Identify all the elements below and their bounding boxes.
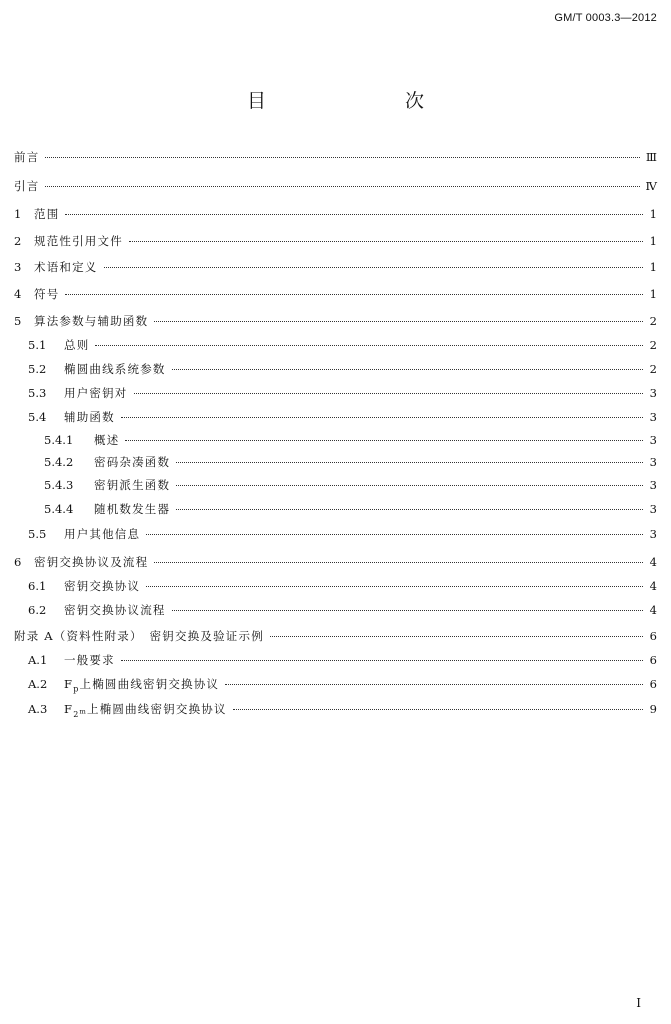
table-of-contents (14, 149, 657, 719)
toc-entry-number: 5.4.2 (44, 455, 74, 469)
toc-entry-number: 5.4.3 (44, 478, 74, 492)
toc-entry[interactable] (14, 178, 657, 194)
toc-entry-label: 符号 (34, 287, 60, 301)
toc-leader-dots (121, 660, 643, 661)
toc-entry[interactable] (14, 628, 657, 644)
toc-entry-label: 用户其他信息 (64, 527, 141, 541)
toc-entry-number: 5.4.1 (44, 433, 74, 447)
toc-entry-label: 术语和定义 (34, 260, 98, 274)
toc-entry-label: 总则 (64, 338, 90, 352)
toc-entry-number: 5.2 (28, 362, 47, 376)
toc-entry[interactable] (14, 286, 657, 302)
toc-leader-dots (172, 610, 643, 611)
toc-entry-number: 6 (14, 555, 22, 569)
toc-entry-label: 概述 (94, 433, 120, 447)
toc-entry-page: 4 (649, 555, 657, 569)
toc-entry[interactable] (14, 385, 657, 401)
toc-entry-label: 随机数发生器 (94, 502, 171, 516)
toc-entry-number: A.3 (28, 702, 48, 717)
toc-leader-dots (176, 509, 643, 510)
toc-leader-dots (104, 267, 644, 268)
toc-leader-dots (129, 241, 643, 242)
toc-entry-page: 6 (649, 677, 657, 691)
toc-entry-page: 2 (649, 314, 657, 328)
toc-leader-dots (172, 369, 643, 370)
toc-leader-dots (125, 440, 643, 441)
toc-entry-label: 前言 (14, 150, 40, 164)
toc-entry-label: 算法参数与辅助函数 (34, 314, 149, 328)
toc-entry[interactable] (14, 701, 657, 718)
toc-entry-label: 密钥交换协议流程 (64, 603, 166, 617)
toc-entry[interactable] (14, 676, 657, 693)
toc-leader-dots (134, 393, 644, 394)
toc-entry[interactable] (14, 206, 657, 222)
toc-leader-dots (176, 485, 643, 486)
toc-entry[interactable] (14, 602, 657, 618)
toc-entry-page: 1 (649, 234, 657, 248)
toc-entry-label: 规范性引用文件 (34, 234, 123, 248)
toc-entry-label: $F_{2^m}$上椭圆曲线密钥交换协议 (64, 702, 227, 719)
toc-entry-label: 密钥派生函数 (94, 478, 171, 492)
toc-entry-label: 椭圆曲线系统参数 (64, 362, 166, 376)
toc-entry[interactable] (14, 233, 657, 249)
toc-leader-dots (146, 534, 643, 535)
toc-entry-page: 3 (649, 478, 657, 492)
toc-leader-dots (146, 586, 643, 587)
toc-entry[interactable] (14, 409, 657, 425)
page-number: I (636, 996, 641, 1010)
toc-entry-page: 4 (649, 603, 657, 617)
toc-leader-dots (45, 186, 639, 187)
toc-entry[interactable] (14, 149, 657, 165)
toc-entry-label: 密钥交换协议 (64, 579, 141, 593)
toc-leader-dots (121, 417, 643, 418)
toc-entry-number: 6.1 (28, 579, 47, 593)
toc-entry-label: 密钥交换协议及流程 (34, 555, 149, 569)
toc-entry-number: 5.4 (28, 410, 47, 424)
toc-entry-page: 3 (649, 386, 657, 400)
toc-entry-label: 一般要求 (64, 653, 115, 667)
toc-entry-label: $F_p$上椭圆曲线密钥交换协议 (64, 677, 220, 694)
toc-entry-page: 1 (649, 207, 657, 221)
toc-leader-dots (270, 636, 643, 637)
toc-entry[interactable] (14, 501, 657, 517)
toc-entry[interactable] (14, 578, 657, 594)
toc-entry-page: 1 (649, 260, 657, 274)
toc-entry-label: 辅助函数 (64, 410, 115, 424)
toc-leader-dots (154, 321, 643, 322)
toc-entry-label: 附录 A（资料性附录） 密钥交换及验证示例 (14, 629, 264, 643)
toc-entry[interactable] (14, 554, 657, 570)
standard-code: GM/T 0003.3—2012 (554, 12, 657, 24)
toc-entry-page: 4 (649, 579, 657, 593)
toc-entry-number: 5 (14, 314, 22, 328)
toc-leader-dots (225, 684, 643, 685)
toc-entry[interactable] (14, 259, 657, 275)
toc-leader-dots (176, 462, 643, 463)
toc-entry-page: Ⅳ (645, 179, 657, 193)
toc-entry-page: 3 (649, 410, 657, 424)
toc-leader-dots (154, 562, 643, 563)
page-title: 目 次 (246, 90, 484, 112)
toc-entry-number: 5.5 (28, 527, 47, 541)
toc-entry-number: 3 (14, 260, 22, 274)
toc-entry[interactable] (14, 337, 657, 353)
toc-entry-number: 1 (14, 207, 22, 221)
toc-entry-page: Ⅲ (645, 150, 657, 164)
toc-entry-number: 5.4.4 (44, 502, 74, 516)
toc-entry-page: 3 (649, 433, 657, 447)
toc-entry-page: 1 (649, 287, 657, 301)
toc-entry[interactable] (14, 477, 657, 493)
toc-entry-number: 5.1 (28, 338, 47, 352)
toc-entry-page: 9 (649, 702, 657, 717)
toc-entry[interactable] (14, 454, 657, 470)
toc-leader-dots (233, 709, 643, 710)
toc-entry-label: 引言 (14, 179, 40, 193)
toc-entry[interactable] (14, 526, 657, 542)
toc-leader-dots (65, 294, 643, 295)
toc-entry-label: 密码杂凑函数 (94, 455, 171, 469)
toc-entry-page: 6 (649, 629, 657, 643)
toc-entry-page: 2 (649, 338, 657, 352)
toc-entry-page: 3 (649, 502, 657, 516)
toc-leader-dots (65, 214, 643, 215)
toc-entry-number: A.1 (28, 653, 48, 667)
toc-entry[interactable] (14, 652, 657, 668)
toc-entry-number: 4 (14, 287, 22, 301)
toc-entry[interactable] (14, 361, 657, 377)
toc-entry-number: 5.3 (28, 386, 47, 400)
toc-entry-page: 3 (649, 455, 657, 469)
toc-entry-number: 6.2 (28, 603, 47, 617)
toc-leader-dots (45, 157, 640, 158)
toc-entry-label: 范围 (34, 207, 60, 221)
toc-entry-page: 3 (649, 527, 657, 541)
toc-entry-number: A.2 (28, 677, 48, 691)
toc-entry[interactable] (14, 432, 657, 448)
toc-entry-page: 6 (649, 653, 657, 667)
toc-entry[interactable] (14, 313, 657, 329)
toc-entry-number: 2 (14, 234, 22, 248)
toc-entry-page: 2 (649, 362, 657, 376)
toc-entry-label: 用户密钥对 (64, 386, 128, 400)
toc-leader-dots (95, 345, 643, 346)
